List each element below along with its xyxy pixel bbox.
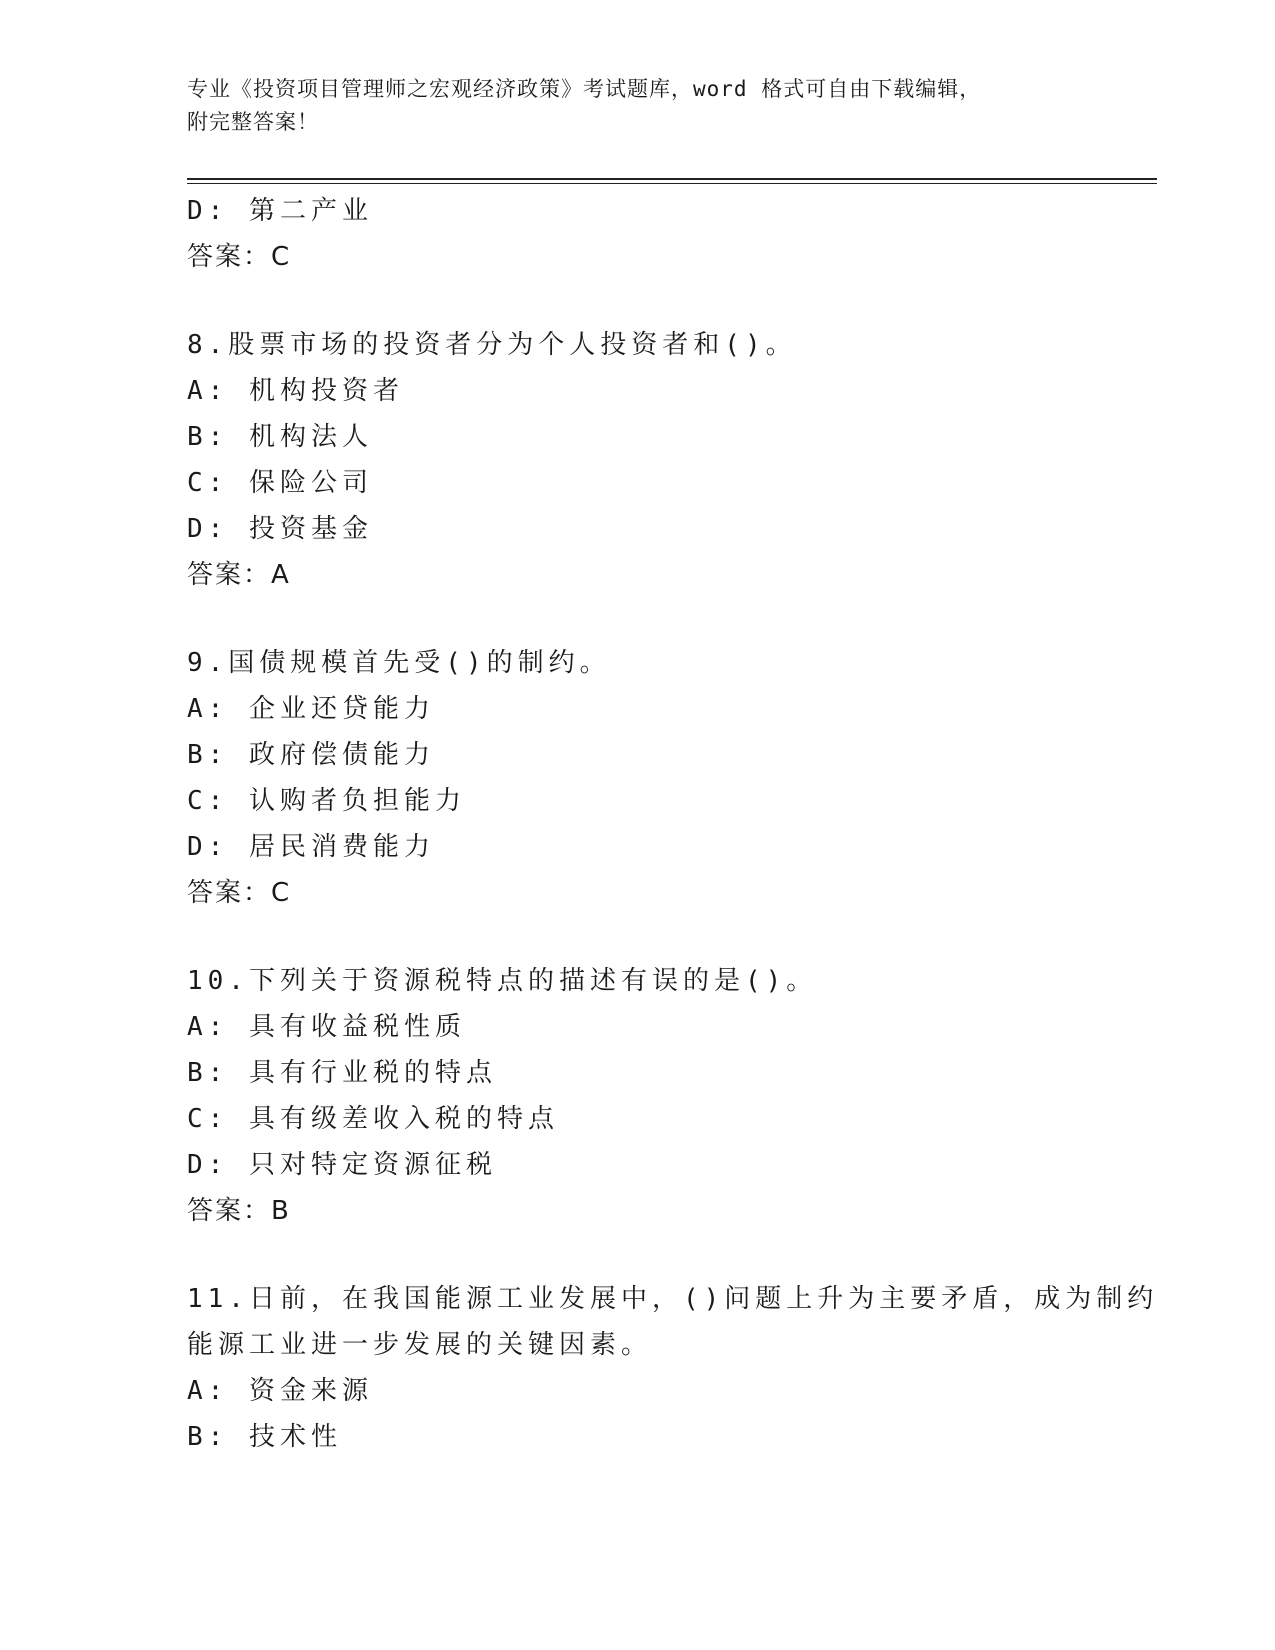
- answer-line: 答案：C: [187, 242, 292, 272]
- spacer: [187, 916, 1157, 958]
- option-a: A: 资金来源: [187, 1376, 373, 1406]
- option-c: C: 认购者负担能力: [187, 786, 466, 816]
- answer-line: 答案：C: [187, 878, 292, 908]
- question-list: [187, 188, 1157, 1460]
- option-a: A: 具有收益税性质: [187, 1012, 466, 1042]
- question-9: [187, 640, 1157, 916]
- answer-line: 答案：A: [187, 560, 291, 590]
- spacer: [187, 1234, 1157, 1276]
- question-10: [187, 958, 1157, 1234]
- spacer: [187, 280, 1157, 322]
- question-stem-line-1: 11.日前，在我国能源工业发展中，()问题上升为主要矛盾，成为制约: [187, 1284, 1159, 1314]
- header-rule-thick: [187, 178, 1157, 180]
- option-d: D: 居民消费能力: [187, 832, 435, 862]
- option-d: D: 第二产业: [187, 196, 373, 226]
- document-header: [187, 73, 1087, 139]
- question-stem: 10.下列关于资源税特点的描述有误的是()。: [187, 966, 818, 996]
- header-line-2: 附完整答案！: [187, 110, 319, 134]
- header-line-1: 专业《投资项目管理师之宏观经济政策》考试题库，word 格式可自由下载编辑，: [187, 77, 982, 101]
- option-b: B: 机构法人: [187, 422, 373, 452]
- option-c: C: 保险公司: [187, 468, 373, 498]
- option-d: D: 投资基金: [187, 514, 373, 544]
- spacer: [187, 598, 1157, 640]
- option-a: A: 企业还贷能力: [187, 694, 435, 724]
- header-rule-thin: [187, 183, 1157, 184]
- option-b: B: 技术性: [187, 1422, 342, 1452]
- question-8: [187, 322, 1157, 598]
- question-11: [187, 1276, 1157, 1460]
- question-stem: 9.国债规模首先受()的制约。: [187, 648, 611, 678]
- question-stem: 8.股票市场的投资者分为个人投资者和()。: [187, 330, 797, 360]
- option-b: B: 具有行业税的特点: [187, 1058, 497, 1088]
- option-c: C: 具有级差收入税的特点: [187, 1104, 559, 1134]
- answer-line: 答案：B: [187, 1196, 291, 1226]
- option-b: B: 政府偿债能力: [187, 740, 435, 770]
- option-a: A: 机构投资者: [187, 376, 404, 406]
- option-d: D: 只对特定资源征税: [187, 1150, 497, 1180]
- question-stem-line-2: 能源工业进一步发展的关键因素。: [187, 1330, 653, 1360]
